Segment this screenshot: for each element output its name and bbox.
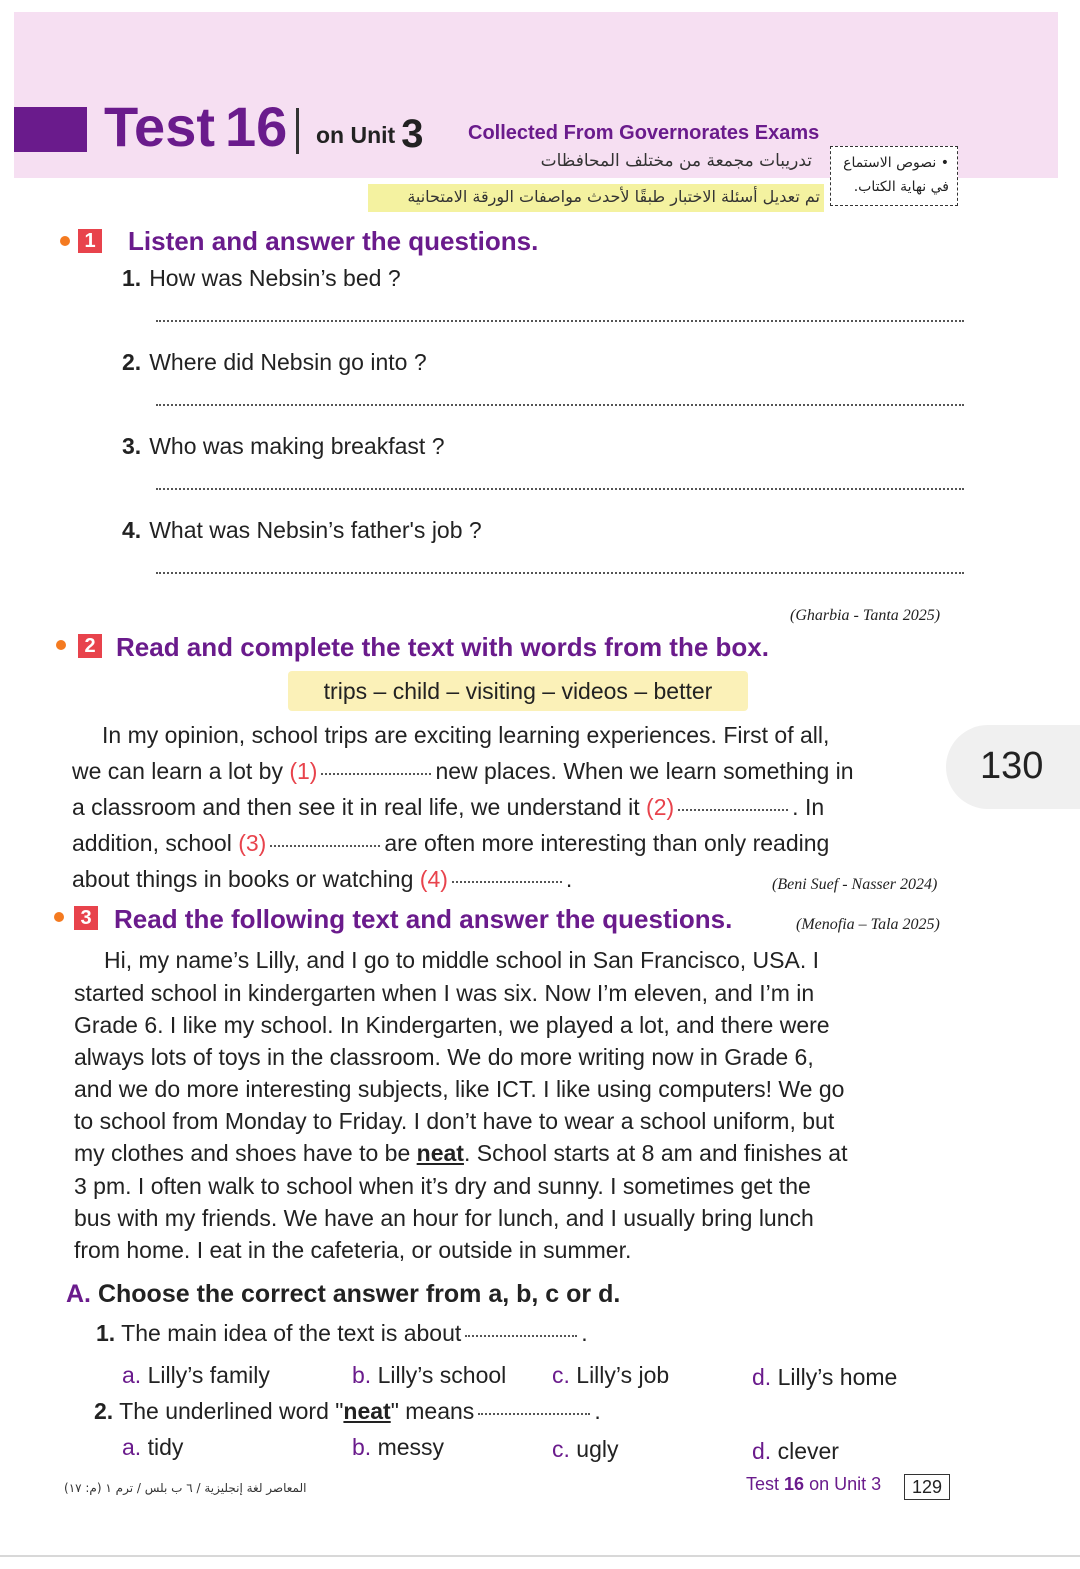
reading-line: started school in kindergarten when I was six. Now I’m eleven, and I’m in — [74, 980, 815, 1006]
reading-line: and we do more interesting subjects, like ICT. I like using computers! We go — [74, 1076, 845, 1102]
reading-line: 3 pm. I often walk to school when it’s dry and sunny. I sometimes get the — [74, 1173, 811, 1199]
question-number: 4. — [122, 517, 142, 543]
header-accent-bar — [14, 107, 87, 152]
question-number: 3. — [122, 433, 142, 459]
text-segment: . School starts at 8 am and finishes at — [463, 1140, 848, 1166]
answer-line-3[interactable] — [156, 488, 964, 490]
question-text: How was Nebsin’s bed ? — [149, 265, 401, 291]
text-segment: a classroom and then see it in real life, we understand it — [72, 794, 640, 820]
option-text: ugly — [576, 1436, 619, 1462]
paragraph-line — [72, 758, 854, 785]
text-segment: . In — [792, 794, 825, 820]
listening-note-line1: • نصوص الاستماع — [843, 155, 949, 171]
paragraph-line — [72, 866, 572, 893]
option-letter: d. — [752, 1364, 772, 1390]
option-letter: c. — [552, 1436, 570, 1462]
test-title — [104, 92, 287, 162]
part-instruction: Choose the correct answer from a, b, c or d. — [97, 1280, 621, 1308]
option-c[interactable] — [552, 1362, 669, 1389]
footer-test-number: 16 — [784, 1474, 805, 1494]
test-word: Test — [104, 95, 215, 158]
option-text: clever — [777, 1438, 839, 1464]
arabic-subtitle: تدريبات مجمعة من مختلف المحافظات — [540, 151, 812, 171]
option-letter: a. — [122, 1434, 142, 1460]
option-c[interactable] — [552, 1436, 618, 1463]
option-text: Lilly’s family — [147, 1362, 270, 1388]
blank-number: (4) — [419, 866, 448, 892]
option-letter: b. — [352, 1434, 372, 1460]
blank-number: (2) — [646, 794, 675, 820]
text-segment: are often more interesting than only reading — [384, 830, 830, 856]
answer-line-1[interactable] — [156, 320, 964, 322]
collected-label: Collected From Governorates Exams — [468, 122, 820, 144]
section2-source: (Beni Suef - Nasser 2024) — [772, 876, 938, 893]
footer-test-label — [746, 1474, 881, 1495]
text-segment: new places. When we learn something in — [435, 758, 854, 784]
mcq-question-1 — [96, 1320, 588, 1347]
listening-note-line2: في نهاية الكتاب. — [853, 179, 949, 195]
unit-number: 3 — [401, 112, 424, 156]
text-segment: addition, school — [72, 830, 232, 856]
blank-line[interactable] — [478, 1413, 590, 1415]
option-text: Lilly’s job — [576, 1362, 670, 1388]
title-divider — [296, 108, 299, 154]
section3-source: (Menofia – Tala 2025) — [796, 916, 940, 933]
section2-title: Read and complete the text with words from the box. — [116, 632, 769, 662]
footer-test-word: Test — [746, 1474, 780, 1494]
question-3 — [122, 433, 444, 460]
section-number-badge: 1 — [78, 229, 102, 253]
on-unit-text: on Unit — [316, 122, 396, 148]
footer-book-info: المعاصر لغة إنجليزية / ٦ ب بلس / ترم ١ (م: ١٧) — [64, 1481, 307, 1495]
paragraph-line — [72, 794, 824, 821]
option-text: tidy — [147, 1434, 184, 1460]
blank-line[interactable] — [465, 1335, 577, 1337]
mcq-question-2 — [94, 1398, 601, 1425]
section-number-badge: 3 — [74, 906, 98, 930]
reading-line: to school from Monday to Friday. I don’t have to wear a school uniform, but — [74, 1108, 835, 1134]
option-b[interactable] — [352, 1434, 444, 1461]
question-1 — [122, 265, 401, 292]
section-bullet-icon — [60, 236, 70, 246]
word-box: trips – child – visiting – videos – better — [288, 671, 748, 711]
text-segment: . — [581, 1320, 588, 1346]
option-d[interactable] — [752, 1364, 897, 1391]
footer-unit-text: on Unit 3 — [809, 1474, 882, 1494]
option-a[interactable] — [122, 1362, 270, 1389]
part-letter: A. — [66, 1280, 91, 1308]
arabic-note: تم تعديل أسئلة الاختبار طبقًا لأحدث مواصفات الورقة الامتحانية — [407, 187, 820, 206]
option-text: Lilly’s home — [777, 1364, 898, 1390]
reading-line: Hi, my name’s Lilly, and I go to middle school in San Francisco, USA. I — [104, 947, 820, 973]
question-text: The underlined word " — [119, 1398, 344, 1424]
option-b[interactable] — [352, 1362, 506, 1389]
unit-label — [316, 112, 423, 157]
section3-title: Read the following text and answer the questions. — [114, 904, 733, 934]
side-page-number: 130 — [980, 745, 1044, 787]
reading-line: always lots of toys in the classroom. We do more writing now in Grade 6, — [74, 1044, 814, 1070]
blank-line[interactable] — [270, 845, 380, 847]
underlined-word: neat — [343, 1398, 391, 1424]
option-letter: a. — [122, 1362, 142, 1388]
paragraph-line: In my opinion, school trips are exciting learning experiences. First of all, — [102, 722, 830, 748]
question-text: The main idea of the text is about — [121, 1320, 462, 1346]
test-number: 16 — [225, 95, 288, 158]
question-number: 1. — [96, 1320, 116, 1346]
blank-number: (3) — [238, 830, 267, 856]
section1-source: (Gharbia - Tanta 2025) — [790, 607, 941, 624]
section-bullet-icon — [56, 640, 66, 650]
question-number: 2. — [94, 1398, 114, 1424]
question-text: Who was making breakfast ? — [149, 433, 445, 459]
question-text: Where did Nebsin go into ? — [149, 349, 427, 375]
option-text: Lilly’s school — [377, 1362, 507, 1388]
blank-number: (1) — [289, 758, 318, 784]
option-a[interactable] — [122, 1434, 183, 1461]
text-segment: about things in books or watching — [72, 866, 414, 892]
text-segment: . — [565, 866, 573, 892]
option-letter: c. — [552, 1362, 570, 1388]
reading-line — [74, 1140, 848, 1167]
reading-line: bus with my friends. We have an hour for lunch, and I usually bring lunch — [74, 1205, 814, 1231]
section-bullet-icon — [54, 912, 64, 922]
section-number-badge: 2 — [78, 634, 102, 658]
reading-line: Grade 6. I like my school. In Kindergarten, we played a lot, and there were — [74, 1012, 830, 1038]
blank-line[interactable] — [321, 773, 431, 775]
question-4 — [122, 517, 482, 544]
listening-note-box — [830, 146, 958, 206]
bottom-divider — [0, 1555, 1080, 1557]
blank-line[interactable] — [678, 809, 788, 811]
question-2 — [122, 349, 427, 376]
page-number: 129 — [904, 1474, 950, 1500]
text-segment: . — [594, 1398, 601, 1424]
answer-line-2[interactable] — [156, 404, 964, 406]
question-text: What was Nebsin’s father's job ? — [149, 517, 482, 543]
reading-line: from home. I eat in the cafeteria, or outside in summer. — [74, 1237, 632, 1263]
section1-title: Listen and answer the questions. — [128, 226, 539, 256]
underlined-word: neat — [416, 1140, 464, 1166]
text-segment: we can learn a lot by — [72, 758, 283, 784]
paragraph-line — [72, 830, 829, 857]
answer-line-4[interactable] — [156, 572, 964, 574]
blank-line[interactable] — [452, 881, 562, 883]
option-letter: d. — [752, 1438, 772, 1464]
part-a-heading — [66, 1280, 620, 1309]
option-text: messy — [377, 1434, 445, 1460]
question-number: 1. — [122, 265, 142, 291]
text-segment: my clothes and shoes have to be — [74, 1140, 411, 1166]
question-text: " means — [390, 1398, 475, 1424]
option-letter: b. — [352, 1362, 372, 1388]
option-d[interactable] — [752, 1438, 839, 1465]
question-number: 2. — [122, 349, 142, 375]
